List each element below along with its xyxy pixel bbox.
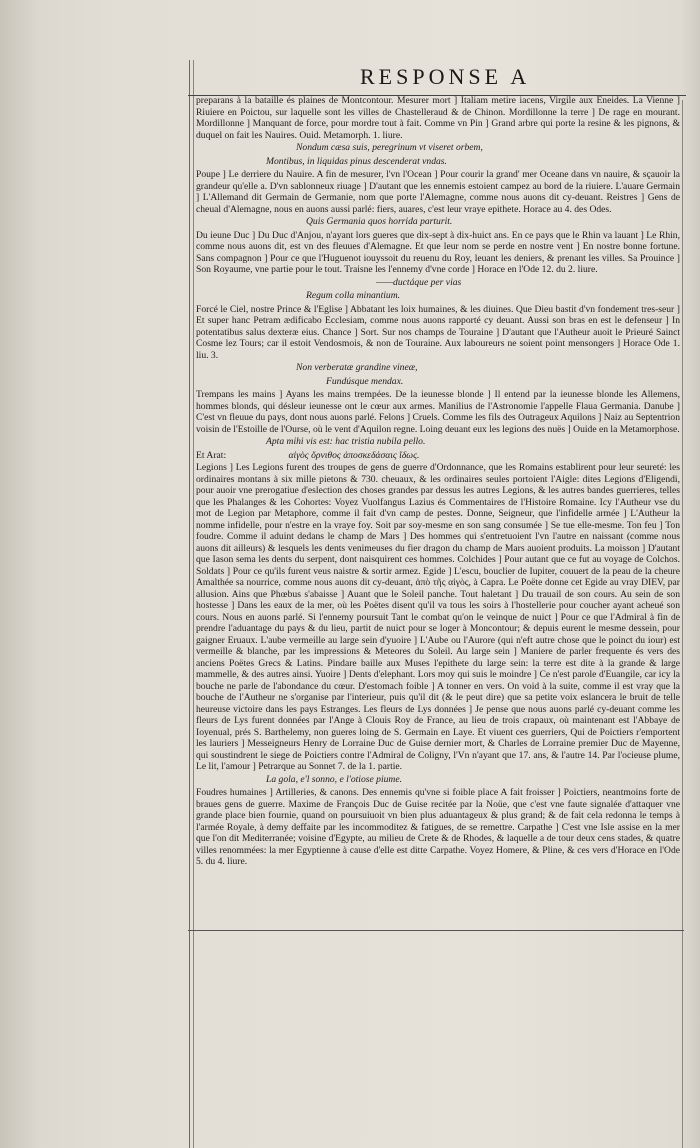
- left-margin-rule: [189, 60, 190, 1148]
- paragraph: Poupe ] Le derriere du Nauire. A fin de mesurer, l'vn l'Ocean ] Pour courir la grand' mer Oceane dans vn nauire, & sçauoir la grandeur qu'elle a. D'vn sablonneux riuage ] D'autant que les ennemis estoient campez au bord de la riuiere. L'auare Germain ] L'Allemand dit Germain de Germanie, nom que porte l'Alemagne, comme nous auons dit cy-deuant. Reistres ] Gens de cheual d'Alemagne, nous en auons aussi parlé: fiers, auares, c'est leur vraye epithete. Horace au 4. des Odes.: [196, 169, 680, 215]
- verse-quote: Apta mihi vis est: hac tristia nubila pello.: [266, 436, 426, 447]
- running-header: RESPONSE A: [360, 64, 531, 89]
- paragraph: preparans à la bataille és plaines de Montcontour. Mesurer mort ] Italiam metire iacens, Virgile aux Eneides. La Vienne ] Riuiere en Poictou, sur laquelle sont les villes de Chastelleraud & de Chinon. Mordillonne la terre ] De rage en mourant. Mordillonne ] Manquant de force, pour mordre tout à fait. Comme vn Pin ] Grand arbre qui porte la resine & les pignons, & duquel on fait les Nauires. Ouid. Metamorph. 1. liure.: [196, 95, 680, 141]
- verse-quote: Quis Germania quos horrida parturit.: [306, 216, 453, 227]
- paragraph: [196, 450, 680, 462]
- verse-quote: ——ductáque per vias: [376, 276, 462, 288]
- commentary-text: [196, 95, 680, 930]
- verse-quote: Montibus, in liquidas pinus descenderat vndas.: [266, 155, 447, 167]
- greek-quote: αἰγὸς ὄρνιθος ἀποσκεδάσαις ἴδως.: [288, 449, 420, 461]
- paragraph: Foudres humaines ] Artilleries, & canons. Des ennemis qu'vne si foible place A fait froisser ] Poictiers, neantmoins forte de braues gens de guerre. Maxime de François Duc de Guise recitée par la Noüe, que c'est vne faute signalée d'attaquer vne grande place bien fournie, quand on poursuiuoit vn bien plus aduantageux & plus grand; & de fait cela redonna le temps à l'armée Royale, à demy deffaite par les incommoditez & fatigues, de se remettre. Carpathe ] C'est vne Isle assise en la mer que l'on dit Mediterranée; voisine d'Egypte, au milieu de Crete & de Rhodes, & laquelle a de tour deux cens stades, & quatre villes renommées: la mer Egyptienne à cause d'elle est ditte Carpathe. Voyez Homere, & Pline, & ces vers d'Horace en l'Ode 5. du 4. liure.: [196, 787, 680, 867]
- verse-quote: La gola, e'l sonno, e l'otiose piume.: [266, 773, 403, 785]
- verse-quote: Fundúsque mendax.: [326, 375, 404, 387]
- verse-quote: Non verberatæ grandine vineæ,: [296, 362, 418, 373]
- text-end-rule: [188, 930, 684, 931]
- paragraph: Legions ] Les Legions furent des troupes de gens de guerre d'Ordonnance, que les Romains establirent pour leur seureté: les ordinaires montans à six mille pietons & 730. cheuaux, & les ordinaires seules portoient l'Aigle: dites Legions d'Eligendi, pour auoir vne prerogatiue d'eslection des choses grandes par dessus les autres Legions, & les autres bandes guerrieres, telles que les Phalanges & les Cohortes: Voyez Vuolfangus Lazius és Commentaires de l'Histoire Romaine. Icy l'Autheur vse du mot de Legion par Metaphore, comme il fait d'vn camp de pestes. Donne, Seigneur, que l'infidelle armée ] L'Autheur la nomme infidelle, pour n'estre en la vraye foy. Soit par soy-mesme en son sang consumée ] Se tue elle-mesme. Ton feu ] Ton foudre. Comme il aduint dedans le champ de Mars ] Des hommes qui s'entretuoient l'vn l'autre en naissant (comme nous auons dit ailleurs) & lesquels les dents venimeuses du fier dragon du champ de Mars auoient produits. La moisson ] D'autant que Iason sema les dents du serpent, dont naisquirent ces hommes. Colchides ] Pour autant que ce fut au voyage de Colchos. Soldats ] Pour ce qu'ils furent veus naistre & sortir armez. Egide ] L'escu, bouclier de Iupiter, couuert de la peau de la cheure Amalthée sa nourrice, comme nous auons dit cy-deuant, ἀπὸ τῆς αἰγὸς, à Capra. Le Poëte donne cet Egide au vray DIEV, par allusion. Ains que Phœbus s'abaisse ] Auant que le Soleil panche. Tout haletant ] Du trauail de son cours. Au sein de son hostesse ] Dans les eaux de la mer, où les Poëtes disent qu'il va tous les soirs à l'hostellerie pour coucher ayant acheué son cours. Nous en auons parlé. Si l'ennemy poursuit Tant le combat qu'on le veinque de nuict ] Pour ce que l'Admiral à fin de prendre l'aduantage du pays & du lieu, partit de nuict pour se loger à Moncontour; & depuis eurent le mesme dessein, pour gaigner Eruaux. L'aube vermeille au large sein d'yuoire ] L'Aube ou l'Aurore (qui n'eft autre chose que le poinct du iour) est vermeille & blanche, par les impressions & Meteores du Soleil. Au large sein ] Maniere de parler frequente és vers des anciens Poëtes Grecs & Latins. Pindare baille aux Muses l'epithete du large sein: la terre est dite à la grande & large mammelle, & des autres ainsi. Yuoire ] Dents d'elephant. Lors moy qui suis le moindre ] Ce n'est parole d'Euangile, car icy la bouche ne parle de l'abondance du cœur. D'estomach foible ] A tonner en vers. On void à la suite, comme il est vray que la bouche de l'Autheur ne s'organise par l'interieur, puis qu'il dit (& le peut dire) que sa petite voix eslancera le bruit de telle heureuse victoire dans les pays Estranges. Les fleurs de Lys données ] Je pense que nous auons parlé cy-deuant comme les fleurs de Lys furent données par l'Ange à Clouis Roy de France, au lieu de trois crapaux, où maintenant est l'Abbaye de Ioyenual, prés S. Barthelemy, non gueres loing de S. Germain en Laye. Et viuent ces guerriers, Qui de Poictiers r'emportent les lauriers ] Messeigneurs Henry de Lorraine Duc de Guise dernier mort, & Charles de Lorraine premier Duc de Mayenne, qui soustindrent le siege de Poictiers contre l'Admiral de Coligny, l'Vn n'ayant que 17. ans, & l'autre 14. Par l'ocieuse plume, Le lit, l'amour ] Petrarque au Sonnet 7. de la 1. partie.: [196, 462, 680, 772]
- arat-label: Et Arat:: [196, 449, 227, 461]
- blank-page-area: [196, 935, 680, 1145]
- paragraph: Du ieune Duc ] Du Duc d'Anjou, n'ayant lors gueres que dix-sept à dix-huict ans. En ce pays que le Rhin va lauant ] Le Rhin, comme nous auons dit, est vn des fleuues d'Alemagne. Et que leur nom se perde en nostre vent ] En nostre bonne fortune. Sans compagnon ] Pour ce que l'Huguenot iouyssoit du reuenu du Roy, leuant les deniers, & prenant les villes. Sa Prouince ] Son Royaume, vne partie pour le tout. Traisne les l'ennemy d'vne corde ] Horace en l'Ode 12. du 2. liure.: [196, 229, 680, 275]
- paragraph: Trempans les mains ] Ayans les mains trempées. De la ieunesse blonde ] Il entend par la ieunesse blonde les Allemens, hommes blonds, qui désleur ieunesse ont le cœur aux armes. Manilius de l'Astronomie l'appelle Flaua Germania. Danube ] C'est vn fleuue du pays, dont nous auons parlé. Felons ] Cruels. Comme les fils des Outrageux Aquilons ] Naiz au Septentrion voisin de l'Estoille de l'Ourse, où le vent d'Aquilon regne. Loing deuant eux les legions des nuës ] Ouide en la Metamorphose.: [196, 389, 680, 435]
- right-margin-rule: [682, 100, 683, 1148]
- verse-quote: Nondum cæsa suis, peregrinum vt viseret orbem,: [296, 142, 483, 153]
- paragraph: Forcé le Ciel, nostre Prince & l'Eglise ] Abbatant les loix humaines, & les diuines. Que Dieu bastit d'vn fondement tres-seur ] Et super hanc Petram ædificabo Ecclesiam, comme nous auons rapporté cy deuant. Aussi son bras en est le defenseur ] In potentatibus salus dexteræ eius. Chance ] Sort. Sur nos champs de Touraine ] D'autant que l'Autheur auoit le Prieuré Sainct Cosme lez Tours; car il estoit Vendosmois, & non de Touraine. Aux laboureurs ne soient point mensongers ] Horace Ode 1. liu. 3.: [196, 303, 680, 361]
- left-margin-rule-inner: [193, 60, 194, 1148]
- verse-quote: Regum colla minantium.: [306, 290, 401, 301]
